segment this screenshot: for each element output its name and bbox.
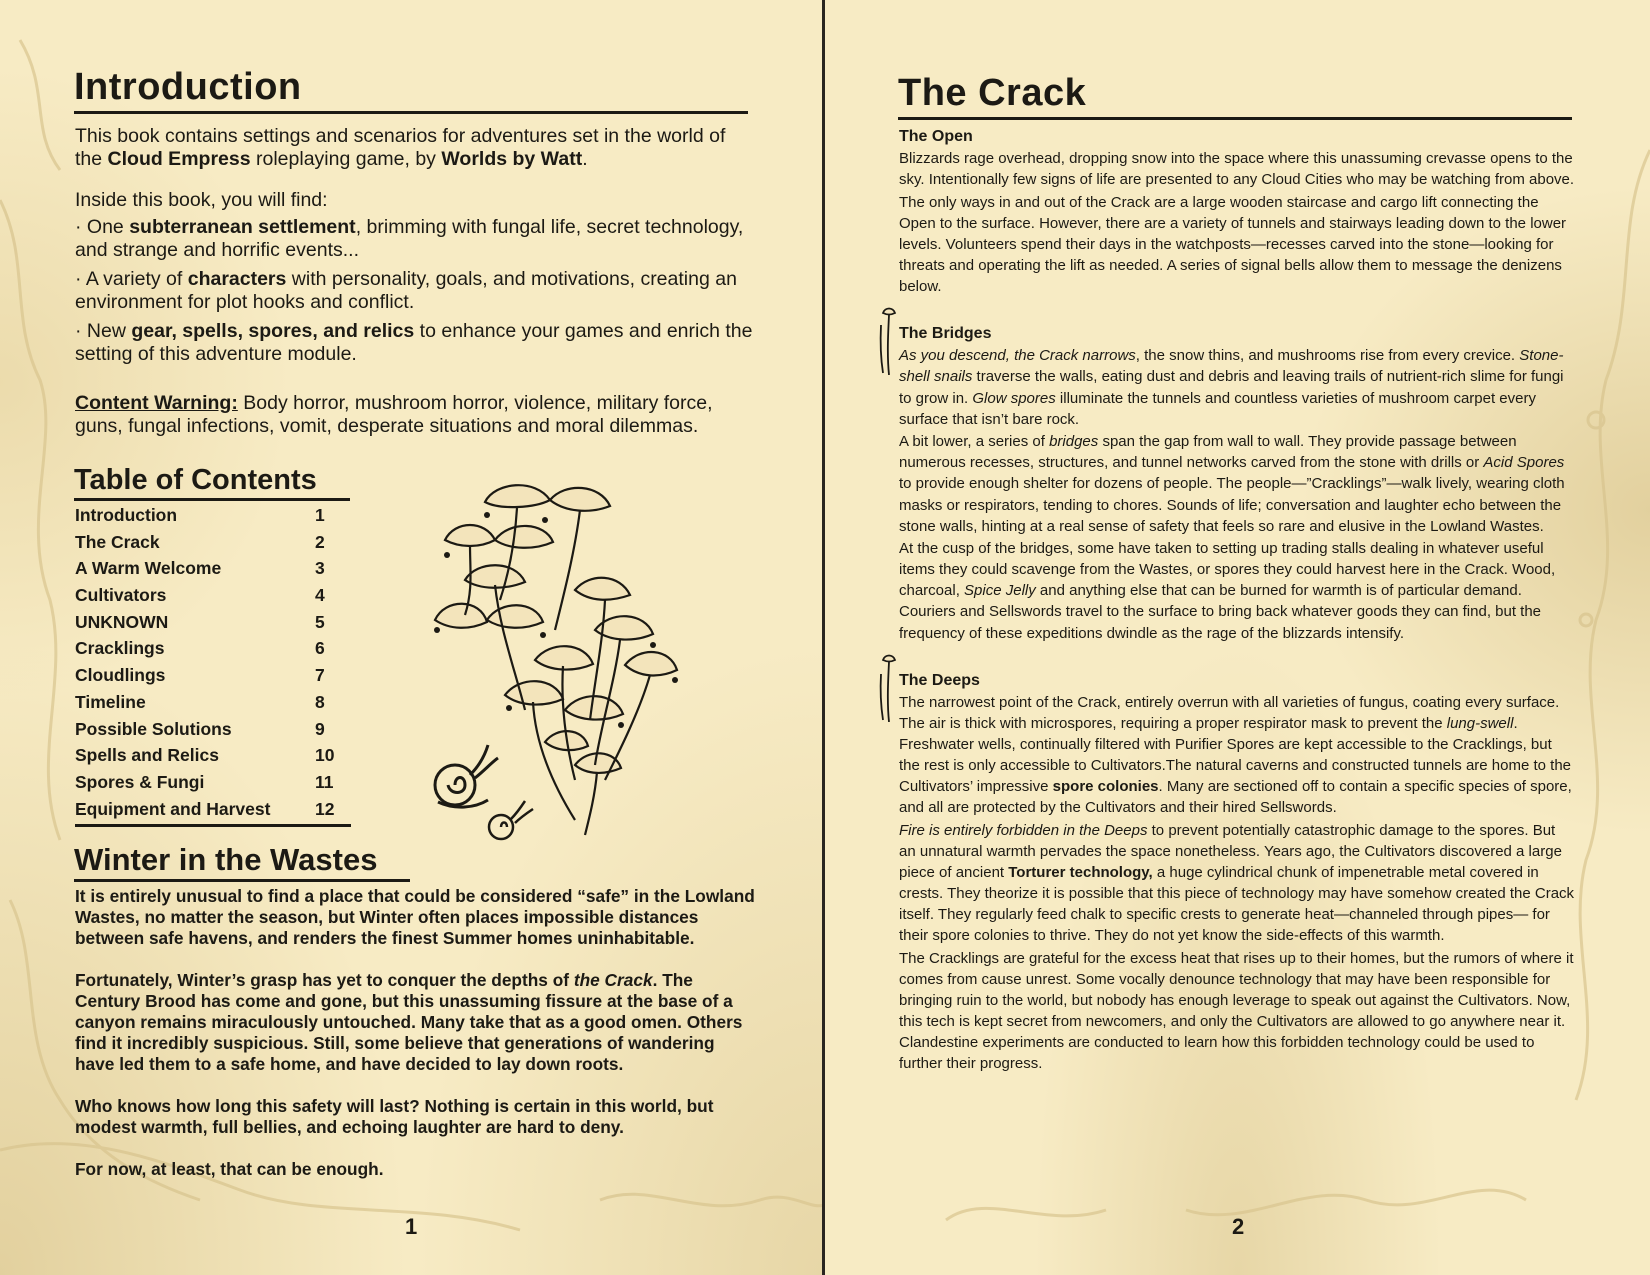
bullet-bold: characters bbox=[187, 268, 287, 290]
toc-heading: Table of Contents bbox=[74, 464, 350, 501]
bullet-bold: subterranean settlement bbox=[129, 216, 356, 238]
section-paragraph: The only ways in and out of the Crack are a large wooden staircase and cargo lift connecting the Open to the surface. However, there are a variety of tunnels and stairways leading down to the lower levels. Volunteers spend their days in the watchposts—recesses carved into the stone—looking for threats and operating the lift as needed. A series of signal bells allow them to message the denizens below. bbox=[899, 193, 1567, 296]
toc-entry[interactable] bbox=[75, 502, 351, 529]
intro-text-a: This book contains settings and scenarios for adventures set in the world of the bbox=[75, 125, 726, 170]
toc-page: 3 bbox=[315, 558, 325, 579]
table-of-contents bbox=[75, 502, 351, 827]
winter-text-a: Fortunately, Winter’s grasp has yet to conquer the depths of bbox=[75, 970, 574, 990]
toc-entry[interactable] bbox=[75, 582, 351, 609]
toc-entry[interactable] bbox=[75, 529, 351, 556]
text-run: to provide enough shelter for dozens of people. The people—”Cracklings”—walk lively, wearing cloth masks or respirators, tending to chores. Sounds of life; conversation and laughter echo between the stone walls, hinting at a real sense of safety that feels so rare and elusive in the Lowland Wastes. bbox=[899, 475, 1565, 535]
italic-phrase: Stone-shell snails bbox=[899, 347, 1564, 386]
text-run: . Many are sectioned off to contain a specific species of spore, and all are protected by the Cultivators and their hired Sellswords. bbox=[899, 778, 1572, 817]
section-paragraph: The Cracklings are grateful for the excess heat that rises up to their homes, but the rumors of where it comes from cause unrest. Some vocally denounce technology that may have been responsible for bringing ruin to the world, but nobody has enough leverage to speak out against the Cultivators. Now, this tech is kept secret from newcomers, and only the Cultivators are allowed to go anywhere near it. Clandestine experiments are conducted to learn how this forbidden technology could be used to further their progress. bbox=[899, 949, 1574, 1073]
italic-phrase: Spice Jelly bbox=[964, 582, 1036, 600]
winter-paragraph bbox=[75, 970, 755, 1075]
toc-page: 11 bbox=[315, 771, 334, 792]
toc-entry[interactable] bbox=[75, 555, 351, 582]
section-the-open bbox=[899, 126, 1575, 297]
section-paragraph: Blizzards rage overhead, dropping snow into the space where this unassuming crevasse opens to the sky. Intentionally few signs of life are presented to any Cloud Cities who may be watching from above. bbox=[899, 150, 1575, 189]
toc-label: Introduction bbox=[75, 505, 178, 525]
left-page bbox=[0, 0, 824, 1275]
winter-paragraph: Who knows how long this safety will last? Nothing is certain in this world, but modest warmth, full bellies, and echoing laughter are hard to deny. bbox=[75, 1096, 714, 1137]
mushroom-stem-icon bbox=[877, 305, 901, 375]
page-gutter bbox=[822, 0, 825, 1275]
publisher-name: Worlds by Watt bbox=[441, 148, 583, 170]
toc-label: Cloudlings bbox=[75, 665, 166, 686]
toc-label: UNKNOWN bbox=[75, 611, 169, 632]
mushroom-stem-icon bbox=[877, 652, 901, 722]
the-crack-body bbox=[899, 126, 1575, 1076]
italic-phrase: lung-swell bbox=[1446, 714, 1514, 732]
toc-label: Spores & Fungi bbox=[75, 771, 205, 792]
toc-entry[interactable] bbox=[75, 609, 351, 636]
toc-entry[interactable] bbox=[75, 662, 351, 689]
toc-entry[interactable] bbox=[75, 635, 351, 662]
bullet-pre: · A variety of bbox=[75, 268, 188, 290]
page-number: 2 bbox=[1232, 1214, 1245, 1239]
toc-page: 9 bbox=[315, 718, 325, 739]
toc-page: 10 bbox=[315, 745, 335, 766]
section-paragraph bbox=[899, 538, 1575, 643]
text-run: A bit lower, a series of bbox=[899, 433, 1050, 451]
winter-body bbox=[75, 886, 755, 1201]
bullet-item bbox=[75, 320, 755, 366]
text-run: and anything else that can be burned for warmth is of particular demand. Couriers and Sellswords travel to the surface to bring back whatever goods they can find, but the frequency of these expeditions dwindle as the rage of the blizzards intensify. bbox=[899, 582, 1542, 642]
toc-label: Cracklings bbox=[75, 638, 165, 659]
inside-line: Inside this book, you will find: bbox=[75, 189, 328, 211]
toc-label: Spells and Relics bbox=[75, 745, 219, 766]
introduction-body bbox=[75, 125, 755, 449]
toc-label: A Warm Welcome bbox=[75, 558, 222, 579]
section-heading: The Bridges bbox=[899, 325, 992, 343]
content-warning bbox=[75, 392, 755, 438]
content-warning-label: Content Warning: bbox=[75, 392, 238, 414]
toc-page: 1 bbox=[315, 505, 325, 525]
toc-label: Timeline bbox=[75, 691, 146, 712]
text-run: The narrowest point of the Crack, entirely overrun with all varieties of fungus, coating every surface. The air is thick with microspores, requiring a proper respirator mask to prevent the bbox=[899, 693, 1560, 732]
section-paragraph bbox=[899, 345, 1575, 429]
italic-phrase: bridges bbox=[1049, 433, 1099, 451]
section-paragraph bbox=[899, 692, 1575, 819]
italic-phrase: Fire is entirely forbidden in the Deeps bbox=[899, 821, 1148, 839]
bullet-pre: · New bbox=[75, 320, 132, 342]
toc-label: Cultivators bbox=[75, 585, 167, 606]
section-heading: The Open bbox=[899, 128, 973, 145]
toc-entry[interactable] bbox=[75, 769, 351, 796]
text-run: to prevent potentially catastrophic damage to the spores. But an unnatural warmth pervades the space nonetheless. Years ago, the Cultivators discovered a large piece of ancient bbox=[899, 821, 1562, 881]
toc-page: 6 bbox=[315, 638, 325, 659]
bold-phrase: Torturer technology, bbox=[1008, 864, 1153, 881]
toc-page: 2 bbox=[315, 531, 325, 552]
bullet-post: with personality, goals, and motivations, creating an environment for plot hooks and conflict. bbox=[75, 268, 737, 313]
the-crack-heading: The Crack bbox=[898, 72, 1572, 120]
section-heading: The Deeps bbox=[899, 671, 980, 689]
toc-label: Possible Solutions bbox=[75, 718, 232, 739]
bullet-post: to enhance your games and enrich the setting of this adventure module. bbox=[75, 320, 753, 365]
winter-paragraph: It is entirely unusual to find a place that could be considered “safe” in the Lowland Wastes, no matter the season, but Winter often places impossible distances between safe havens, and renders the finest Summer homes uninhabitable. bbox=[75, 886, 755, 948]
right-page bbox=[826, 0, 1650, 1275]
italic-phrase: Acid Spores bbox=[1483, 454, 1565, 472]
snail-icon bbox=[485, 795, 535, 845]
intro-text-e: . bbox=[582, 148, 588, 170]
section-paragraph bbox=[899, 820, 1575, 947]
bold-phrase: spore colonies bbox=[1052, 778, 1159, 796]
section-paragraph bbox=[899, 431, 1575, 536]
italic-phrase: As you descend, the Crack narrows bbox=[899, 347, 1136, 365]
page-number: 1 bbox=[405, 1214, 418, 1239]
toc-entry[interactable] bbox=[75, 716, 351, 743]
text-run: span the gap from wall to wall. They provide passage between numerous recesses, structures, and tunnel networks carved from the stone with drills or bbox=[899, 433, 1517, 472]
toc-entry[interactable] bbox=[75, 742, 351, 769]
toc-entry[interactable] bbox=[75, 796, 351, 823]
introduction-heading: Introduction bbox=[74, 66, 748, 114]
bullet-item bbox=[75, 268, 755, 314]
section-the-bridges bbox=[899, 323, 1575, 643]
toc-page: 7 bbox=[315, 665, 325, 686]
section-the-deeps bbox=[899, 670, 1575, 1075]
the-crack-emphasis: the Crack bbox=[573, 970, 653, 990]
text-run: At the cusp of the bridges, some have taken to setting up trading stalls dealing in whatever useful items they could scavenge from the Wastes, or spores they could harvest here in the Crack. Wood, charcoal, bbox=[899, 540, 1556, 600]
toc-page: 4 bbox=[315, 585, 325, 606]
toc-page: 12 bbox=[315, 798, 335, 819]
bullet-bold: gear, spells, spores, and relics bbox=[131, 320, 415, 342]
toc-page: 8 bbox=[315, 691, 325, 712]
winter-heading: Winter in the Wastes bbox=[74, 842, 410, 882]
text-run: traverse the walls, eating dust and debris and leaving trails of nutrient-rich slime for fungi to grow in. bbox=[899, 368, 1564, 407]
bullet-post: , brimming with fungal life, secret technology, and strange and horrific events... bbox=[75, 216, 744, 261]
winter-text-c: . The Century Brood has come and gone, but this unassuming fissure at the base of a canyon remains miraculously untouched. Many take that as a good omen. Others find it incredibly suspicious. Still, some believe that generations of wandering have led them to a safe home, and have decided to lay down roots. bbox=[75, 970, 743, 1074]
italic-phrase: Glow spores bbox=[972, 389, 1056, 407]
intro-paragraph bbox=[75, 125, 755, 171]
text-run: . Freshwater wells, continually filtered with Purifier Spores are kept accessible to the Cracklings, but the rest is only accessible to Cultivators.The natural caverns and constructed tunnels are home to the Cultivators’ impressive bbox=[899, 714, 1572, 796]
text-run: illuminate the tunnels and countless varieties of mushroom carpet every surface that isn’t bare rock. bbox=[899, 389, 1536, 428]
toc-page: 5 bbox=[315, 611, 325, 632]
content-warning-text: Body horror, mushroom horror, violence, military force, guns, fungal infections, vomit, desperate situations and moral dilemmas. bbox=[75, 392, 713, 437]
text-run: , the snow thins, and mushrooms rise from every crevice. bbox=[1135, 347, 1520, 365]
intro-text-c: roleplaying game, by bbox=[250, 148, 442, 170]
bullet-pre: · One bbox=[75, 216, 130, 238]
toc-label: Equipment and Harvest bbox=[75, 798, 271, 819]
toc-label: The Crack bbox=[75, 531, 160, 552]
text-run: a huge cylindrical chunk of impenetrable metal covered in crests. They theorize it is possible that this piece of technology may have somehow created the Crack itself. They regularly feed chalk to specific crests to generate heat—channeled through pipes— for their spore colonies to thrive. They do not yet know the side-effects of this warmth. bbox=[899, 864, 1575, 945]
bullet-item bbox=[75, 216, 755, 262]
toc-entry[interactable] bbox=[75, 689, 351, 716]
winter-paragraph: For now, at least, that can be enough. bbox=[75, 1159, 384, 1179]
game-name: Cloud Empress bbox=[107, 148, 251, 170]
